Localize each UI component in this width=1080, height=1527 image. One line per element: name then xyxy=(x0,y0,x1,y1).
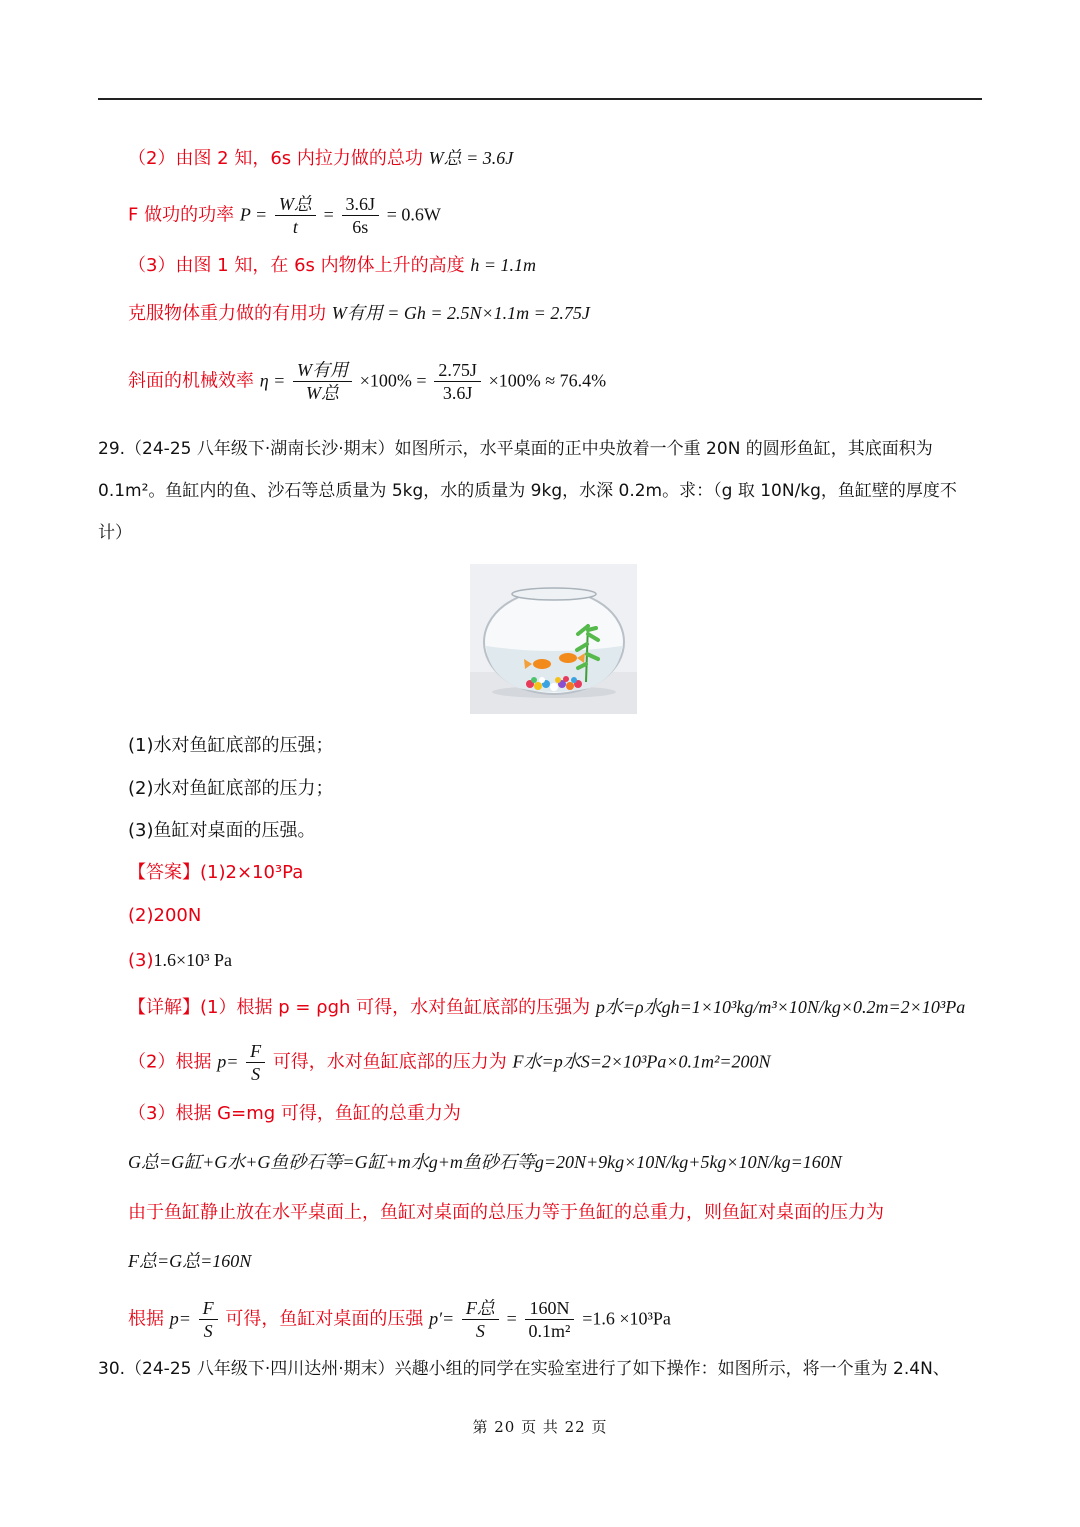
fraction: $\frac{\text{W有用}}{\text{W总}}$ xyxy=(293,359,352,404)
fraction: $\frac{3.6J}{6s}$ xyxy=(342,193,380,238)
sub-question-2: (2)水对鱼缸底部的压力； xyxy=(128,778,334,799)
fraction: $\frac{160N}{\text{0.1m²}}$ xyxy=(525,1297,575,1342)
solution-line-2: （2）由图 2 知，6s 内拉力做的总功 W总 = 3.6J xyxy=(128,148,514,169)
sub-question-1: (1)水对鱼缸底部的压强； xyxy=(128,735,334,756)
page-footer: 第 20 页 共 22 页 xyxy=(472,1418,608,1436)
fraction: $\frac{\text{W总}}{t}$ xyxy=(275,193,316,238)
fishbowl-image xyxy=(470,564,637,714)
question-30 xyxy=(98,1348,982,1390)
answer-line-1: 【答案】(1)2×10³Pa xyxy=(128,862,304,883)
detail-line-3: （3）根据 G=mg 可得，鱼缸的总重力为 xyxy=(128,1103,461,1124)
fraction: $\frac{2.75J}{3.6J}$ xyxy=(434,359,481,404)
question-number: 29. xyxy=(98,439,126,459)
question-number: 30. xyxy=(98,1359,126,1379)
question-29 xyxy=(98,428,982,554)
fraction: $\frac{\text{F总}}{S}$ xyxy=(462,1297,499,1342)
useful-work-line: 克服物体重力做的有用功 W有用 = Gh = 2.5N×1.1m = 2.75J xyxy=(128,303,590,324)
sub-question-3: (3)鱼缸对桌面的压强。 xyxy=(128,820,316,841)
question-text: （24-25 八年级下·湖南长沙·期末）如图所示，水平桌面的正中央放着一个重 20N 的圆形鱼缸，其底面积为 0.1m²。鱼缸内的鱼、沙石等总质量为 5kg，水的质量为 9kg，水深 0.2m。求：（g 取 10N/kg，鱼缸壁的厚度不计） xyxy=(98,439,957,543)
solution-line-3: （3）由图 1 知，在 6s 内物体上升的高度 h = 1.1m xyxy=(128,255,537,276)
pressure-force-equation: F总=G总=160N xyxy=(128,1251,252,1271)
detail-line-4: 由于鱼缸静止放在水平桌面上，鱼缸对桌面的总压力等于鱼缸的总重力，则鱼缸对桌面的压力为 xyxy=(128,1202,884,1223)
answer-line-2: (2)200N xyxy=(128,905,202,926)
question-text: （24-25 八年级下·四川达州·期末）兴趣小组的同学在实验室进行了如下操作：如图所示，将一个重为 2.4N、 xyxy=(125,1359,950,1379)
power-line: F 做功的功率 P = $\frac{\text{W总}}{t}$ = $\frac{3.6J}{6s}$ = 0.6W xyxy=(128,194,441,237)
answer-label: 【答案】 xyxy=(128,862,200,883)
answer-line-3: (3)1.6×10³ Pa xyxy=(128,950,233,971)
detail-line-6: 根据 p= $\frac{F}{S}$ 可得，鱼缸对桌面的压强 p′= $\frac{\text{F总}}{S}$ = $\frac{160N}{\text{0.1m²}}$ =1.6 ×10³Pa xyxy=(128,1298,671,1341)
fraction: $\frac{F}{S}$ xyxy=(246,1040,265,1085)
header-rule xyxy=(98,98,982,100)
efficiency-line: 斜面的机械效率 η = $\frac{\text{W有用}}{\text{W总}}$ ×100% = $\frac{2.75J}{3.6J}$ ×100% ≈ 76.4% xyxy=(128,360,607,403)
total-gravity-equation: G总=G缸+G水+G鱼砂石等=G缸+m水g+m鱼砂石等g=20N+9kg×10N/kg+5kg×10N/kg=160N xyxy=(128,1152,842,1172)
detail-label: 【详解】 xyxy=(128,997,200,1018)
detail-line-2: （2）根据 p= $\frac{F}{S}$ 可得，水对鱼缸底部的压力为 F水=p水S=2×10³Pa×0.1m²=200N xyxy=(128,1041,771,1084)
fraction: $\frac{F}{S}$ xyxy=(199,1297,218,1342)
detail-line-1: 【详解】(1）根据 p = ρgh 可得，水对鱼缸底部的压强为 p水=ρ水gh=1×10³kg/m³×10N/kg×0.2m=2×10³Pa xyxy=(128,997,966,1018)
